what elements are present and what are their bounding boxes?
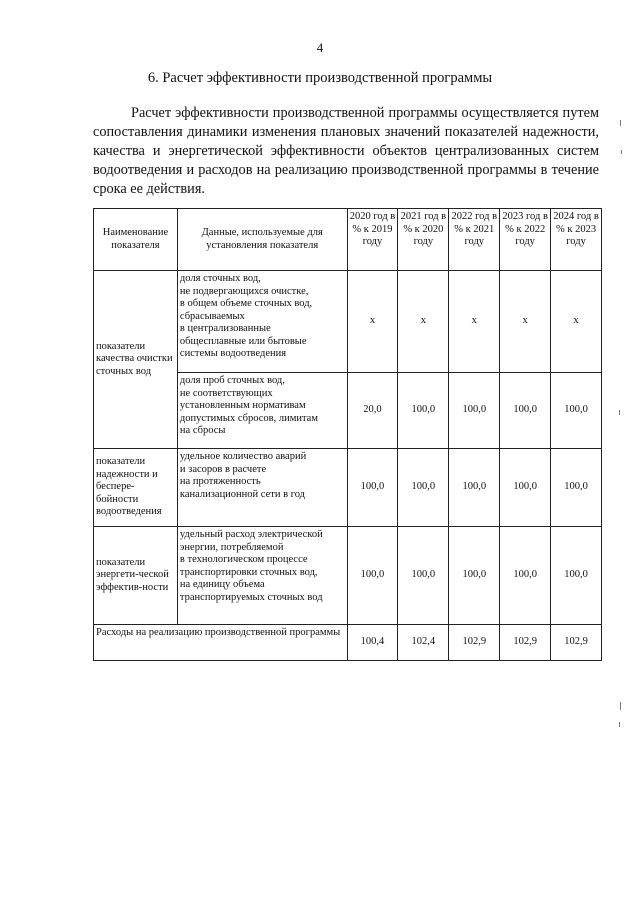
row-desc: удельный расход электрической энергии, потребляемой в технологическом процессе транспортировки сточных вод, на единицу объема транспортируемых сточных вод [177,527,347,625]
value-cell: 100,0 [551,449,602,527]
row-desc: доля проб сточных вод, не соответствующих установленным нормативам допустимых сбросов, лимитам на сбросы [177,373,347,449]
value-cell: x [551,271,602,373]
header-year-2022: 2022 год в % к 2021 году [449,209,500,271]
value-cell: 100,0 [500,373,551,449]
header-year-2023: 2023 год в % к 2022 году [500,209,551,271]
value-cell: 100,0 [347,449,398,527]
table-row-costs [94,625,602,661]
value-cell: 102,4 [398,625,449,661]
efficiency-table [93,208,602,661]
table-row [94,527,602,625]
header-indicator-name: Наименование показателя [94,209,178,271]
value-cell: x [398,271,449,373]
value-cell: 100,0 [551,373,602,449]
scan-mark [619,410,620,415]
value-cell: 100,0 [500,527,551,625]
group-energy: показатели энергети-ческой эффектив-ности [94,527,178,625]
intro-paragraph: Расчет эффективности производственной программы осуществляется путем сопоставления динамики изменения плановых значений показателей надежности, качества и энергетической эффективности объектов централизованных систем водоотведения и расходов на реализацию производственной программы в течение срока ее действия. [93,105,599,197]
table-header-row [94,209,602,271]
scan-mark [620,702,621,710]
value-cell: 102,9 [500,625,551,661]
group-quality: показатели качества очистки сточных вод [94,271,178,449]
value-cell: 100,0 [449,527,500,625]
table-row [94,449,602,527]
table-row [94,271,602,373]
scan-mark [621,150,622,154]
row-desc: доля сточных вод, не подвергающихся очистке, в общем объеме сточных вод, сбрасываемых в централизованные общесплавные или бытовые системы водоотведения [177,271,347,373]
value-cell: 100,0 [398,373,449,449]
value-cell: 100,0 [347,527,398,625]
value-cell: 100,4 [347,625,398,661]
value-cell: 100,0 [449,373,500,449]
header-year-2024: 2024 год в % к 2023 году [551,209,602,271]
value-cell: x [449,271,500,373]
value-cell: 102,9 [551,625,602,661]
value-cell: 20,0 [347,373,398,449]
group-reliability: показатели надежности и беспере-бойности водоотведения [94,449,178,527]
section-title: 6. Расчет эффективности производственной программы [147,70,493,86]
value-cell: 100,0 [551,527,602,625]
header-year-2021: 2021 год в % к 2020 году [398,209,449,271]
value-cell: 100,0 [500,449,551,527]
value-cell: 100,0 [398,449,449,527]
scan-mark [619,722,620,727]
value-cell: 100,0 [449,449,500,527]
header-year-2020: 2020 год в % к 2019 году [347,209,398,271]
value-cell: 100,0 [398,527,449,625]
header-data-used: Данные, используемые для установления показателя [177,209,347,271]
row-desc: удельное количество аварий и засоров в расчете на протяженность канализационной сети в год [177,449,347,527]
scan-mark [620,120,621,126]
value-cell: x [500,271,551,373]
value-cell: x [347,271,398,373]
page-number: 4 [316,40,324,55]
value-cell: 102,9 [449,625,500,661]
costs-label: Расходы на реализацию производственной программы [94,625,348,661]
